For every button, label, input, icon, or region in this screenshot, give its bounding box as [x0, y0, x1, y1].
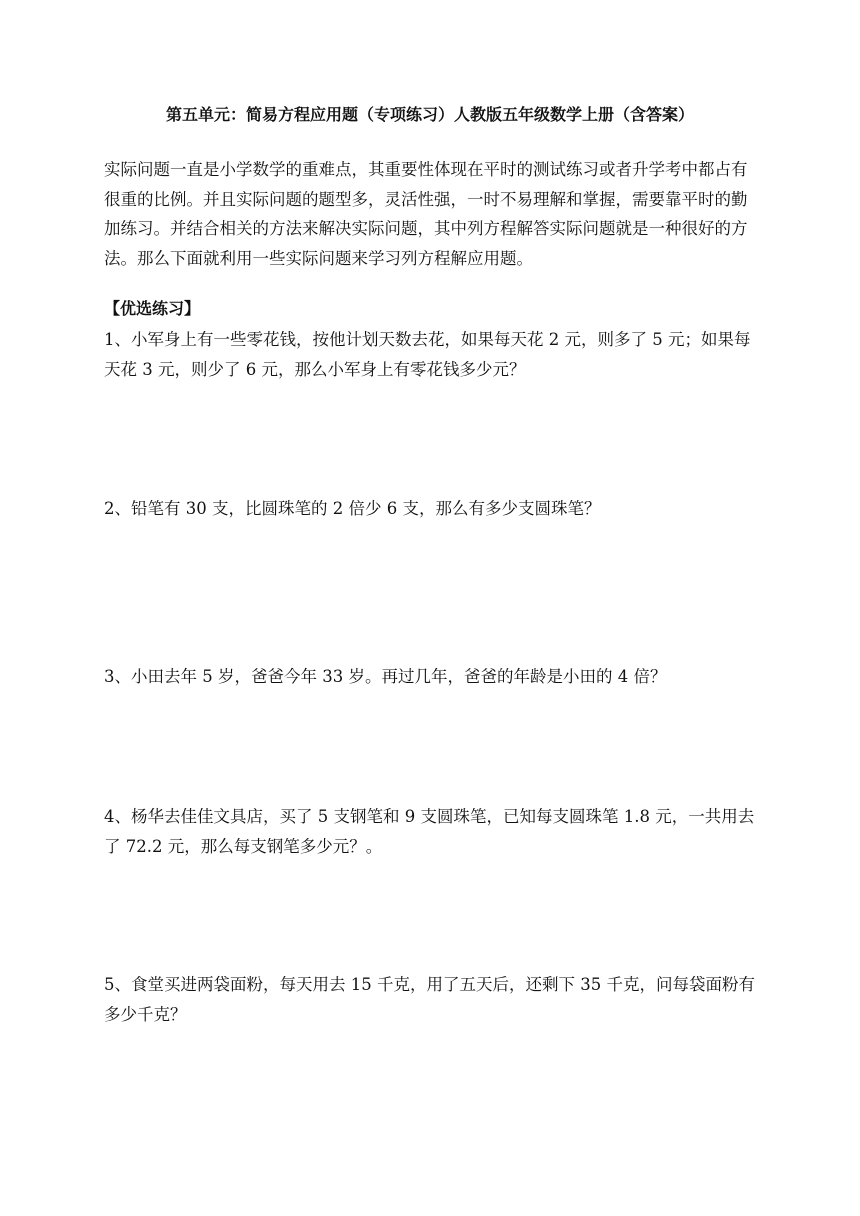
intro-paragraph: 实际问题一直是小学数学的重难点，其重要性体现在平时的测试练习或者升学考中都占有很重的比例。并且实际问题的题型多，灵活性强，一时不易理解和掌握，需要靠平时的勤加练习。并结合相关的方法来解决实际问题，其中列方程解答实际问题就是一种很好的方法。那么下面就利用一些实际问题来学习列方程解应用题。	[104, 160, 748, 268]
question-5: 5、食堂买进两袋面粉，每天用去 15 千克，用了五天后，还剩下 35 千克，问每袋面粉有多少千克？	[104, 975, 755, 1024]
question-2: 2、铅笔有 30 支，比圆珠笔的 2 倍少 6 支，那么有多少支圆珠笔？	[104, 499, 601, 518]
question-4: 4、杨华去佳佳文具店，买了 5 支钢笔和 9 支圆珠笔，已知每支圆珠笔 1.8 元，一共用去了 72.2 元，那么每支钢笔多少元？。	[104, 807, 755, 856]
document-title: 第五单元：简易方程应用题（专项练习）人教版五年级数学上册（含答案）	[165, 105, 694, 124]
question-1: 1、小军身上有一些零花钱，按他计划天数去花，如果每天花 2 元，则多了 5 元；如果每天花 3 元，则少了 6 元，那么小军身上有零花钱多少元？	[104, 330, 751, 379]
question-3: 3、小田去年 5 岁，爸爸今年 33 岁。再过几年，爸爸的年龄是小田的 4 倍？	[104, 667, 667, 686]
section-heading: 【优选练习】	[104, 299, 201, 318]
